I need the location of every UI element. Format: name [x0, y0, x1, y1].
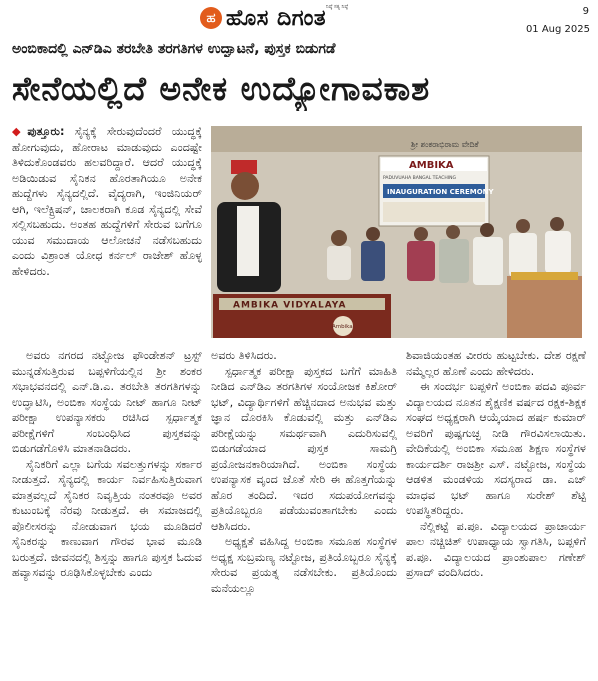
masthead — [0, 0, 598, 38]
article-headline: ಸೇನೆಯಲ್ಲಿದೆ ಅನೇಕ ಉದ್ಯೋಗಾವಕಾಶ — [12, 69, 431, 108]
banner-title: AMBIKA — [409, 160, 454, 171]
article-column-1-lower — [12, 348, 202, 674]
article-paragraph: ಅವರು ತಿಳಿಸಿದರು. — [211, 349, 277, 362]
logo-emblem-icon: ಹ — [200, 7, 222, 29]
newspaper-name: ಹೊಸ ದಿಗಂತ — [226, 5, 327, 31]
banner-subtitle: PADUVUAHA BANGAL TEACHING — [383, 176, 456, 181]
article-paragraph: ಈ ಸಂದರ್ಭ ಬಪ್ಪಳಿಗೆ ಅಂಬಿಕಾ ಪದವಿ ಪೂರ್ವ ವಿದ್ಯಾಲಯದ ನೂತನ ಶೈಕ್ಷಣಿಕ ವರ್ಷದ ರಕ್ಷಕ-ಶಿಕ್ಷಕ ಸಂಘದ ಅಧ್ಯಕ್ಷರಾಗಿ ಆಯ್ಕೆಯಾದ ಹರ್ಷ ಕುಮಾರ್ ಅವರಿಗೆ ಪುಷ್ಪಗುಚ್ಛ ನೀಡಿ ಗೌರವಿಸಲಾಯಿತು. ವೇದಿಕೆಯಲ್ಲಿ ಅಂಬಿಕಾ ಸಮೂಹ ಶಿಕ್ಷಣ ಸಂಸ್ಥೆಗಳ ಕಾರ್ಯದರ್ಶಿ ರಾಜಶ್ರೀ ಎಸ್. ನಟ್ಟೋಜ, ಸಂಸ್ಥೆಯ ಆಡಳಿತ ಮಂಡಳಿಯ ಸದಸ್ಯರಾದ ಡಾ. ಎಚ್ ಮಾಧವ ಭಟ್ ಹಾಗೂ ಸುರೇಶ್ ಶೆಟ್ಟಿ ಉಪಸ್ಥಿತರಿದ್ದರು. — [406, 380, 586, 517]
article-paragraph: ಸ್ಪರ್ಧಾತ್ಮಕ ಪರೀಕ್ಷಾ ಪುಸ್ತಕದ ಬಗೆಗೆ ಮಾಹಿತಿ ನೀಡಿದ ಎನ್‌ಡಿಎ ತರಗತಿಗಳ ಸಂಯೋಜಕ ಕಿಶೋರ್ ಭಟ್, ವಿದ್ಯಾರ್ಥಿಗಳಿಗೆ ಹೆಚ್ಚಿನದಾದ ಅನುಭವ ಮತ್ತು ಜ್ಞಾನ ದೊರಕಿಸಿ ಕೊಡುವಲ್ಲಿ ಮತ್ತು ಎನ್‌ಡಿಎ ಪರೀಕ್ಷೆಯನ್ನು ಸಮರ್ಥವಾಗಿ ಎದುರಿಸುವಲ್ಲಿ ಬಿಡುಗಡೆಯಾದ ಪುಸ್ತಕ ಸಾಮಗ್ರಿ ಪ್ರಯೋಜನಕಾರಿಯಾಗಿದೆ. ಅಂಬಿಕಾ ಸಂಸ್ಥೆಯ ಉಪನ್ಯಾಸಕ ವೃಂದ ಜೊತೆ ಸೇರಿ ಈ ಹೊತ್ತಗೆಯನ್ನು ಹೊರ ತಂದಿದೆ. ಇದರ ಸದುಪಯೋಗವನ್ನು ಪ್ರತಿಯೊಬ್ಬರೂ ಪಡೆಯುವಂತಾಗಬೇಕು ಎಂದು ಆಶಿಸಿದರು. — [211, 364, 397, 533]
edition-date: 01 Aug 2025 — [525, 24, 590, 35]
article-column-3 — [406, 348, 586, 674]
article-column-1 — [12, 124, 202, 346]
article-column-2 — [211, 348, 397, 674]
article-paragraph: ಶಿವಾಜಿಯಂತಹ ವೀರರು ಹುಟ್ಟಬೇಕು. ದೇಶ ರಕ್ಷಣೆ ನಮ್ಮೆಲ್ಲರ ಹೊಣೆ ಎಂದು ಹೇಳಿದರು. — [406, 349, 586, 378]
dateline: ಪುತ್ತೂರು: — [27, 125, 65, 138]
article-subheading: ಅಂಬಿಕಾದಲ್ಲಿ ಎನ್‌ಡಿಎ ತರಬೇತಿ ತರಗತಿಗಳ ಉದ್ಘಾಟನೆ, ಪುಸ್ತಕ ಬಿಡುಗಡೆ — [12, 41, 336, 57]
newspaper-logo — [200, 3, 326, 33]
bullet-icon: ◆ — [12, 125, 28, 138]
podium-text: AMBIKA VIDYALAYA — [233, 300, 347, 311]
article-paragraph — [12, 124, 202, 279]
stage-banner-text: ಶ್ರೀ ಶಂಕರಾಭಿರಾಮ ವೇದಿಕೆ — [411, 140, 479, 149]
banner-event: INAUGURATION CEREMONY — [387, 188, 494, 196]
article-paragraph: ಅವರು ನಗರದ ನಟ್ಟೋಜ ಫೌಂಡೇಶನ್ ಟ್ರಸ್ಟ್ ಮುನ್ನಡೆಸುತ್ತಿರುವ ಬಪ್ಪಳಿಗೆಯಲ್ಲಿನ ಶ್ರೀ ಶಂಕರ ಸಭಾಭವನದಲ್ಲಿ ಎನ್.ಡಿ.ಎ. ತರಬೇತಿ ತರಗತಿಗಳನ್ನು ಉದ್ಘಾಟಿಸಿ, ಅಂಬಿಕಾ ಸಂಸ್ಥೆಯ ನೀಟ್ ಹಾಗೂ ನೀಟ್ ಪರೀಕ್ಷಾ ಉಪನ್ಯಾಸಕರು ರಚಿಸಿದ ಸ್ಪರ್ಧಾತ್ಮಕ ಪರೀಕ್ಷೆಗಳಿಗೆ ಸಂಬಂಧಿಸಿದ ಪುಸ್ತಕವನ್ನು ಬಿಡುಗಡೆಗೊಳಿಸಿ ಮಾತನಾಡಿದರು. — [12, 349, 202, 455]
page-number: 9 — [582, 6, 589, 17]
article-paragraph: ಅಧ್ಯಕ್ಷತೆ ವಹಿಸಿದ್ದ ಅಂಬಿಕಾ ಸಮೂಹ ಸಂಸ್ಥೆಗಳ ಅಧ್ಯಕ್ಷ ಸುಬ್ರಮಣ್ಯ ನಟ್ಟೋಜ, ಪ್ರತಿಯೊಬ್ಬರೂ ಸೈನ್ಯಕ್ಕೆ ಸೇರುವ ಪ್ರಯತ್ನ ನಡೆಸಬೇಕು. ಪ್ರತಿಯೊಂದು ಮನೆಯಲ್ಲೂ — [211, 535, 397, 595]
newspaper-tagline: ನಿಷ್ಠೆ ಸತ್ಯ ನಿಷ್ಠೆ — [326, 4, 348, 10]
article-paragraph: ನೆಲ್ಲಿಕಟ್ಟೆ ಪ.ಪೂ. ವಿದ್ಯಾಲಯದ ಪ್ರಾಚಾರ್ಯ ಪಾಲ ನಚ್ಚಿಚಿತ್ ಉಪಾಧ್ಯಾಯ ಸ್ವಾಗತಿಸಿ, ಬಪ್ಪಳಿಗೆ ಪ.ಪೂ. ವಿದ್ಯಾಲಯದ ಪ್ರಾಂಶುಪಾಲ ಗಣೇಶ್ ಪ್ರಸಾದ್ ವಂದಿಸಿದರು. — [406, 519, 586, 579]
article-paragraph: ಸೈನಿಕರಿಗೆ ಎಲ್ಲಾ ಬಗೆಯ ಸವಲತ್ತುಗಳನ್ನು ಸರ್ಕಾರ ನೀಡುತ್ತದೆ. ಸೈನ್ಯದಲ್ಲಿ ಕಾರ್ಯ ನಿರ್ವಹಿಸುತ್ತಿರುವಾಗ ಮಾತ್ರವಲ್ಲದೆ ಸೈನಿಕರ ನಿವೃತ್ತಿಯ ನಂತರವೂ ಅವರ ಕುಟುಂಬಕ್ಕೆ ನೆರವು ನೀಡುತ್ತದೆ. ಈ ಸಮಾಜದಲ್ಲಿ ಪೊಲೀಸರನ್ನು ನೋಡುವಾಗ ಭಯ ಮೂಡಿದರೆ ಸೈನಿಕರನ್ನು ಕಾಣುವಾಗ ಗೌರವ ಭಾವ ಮೂಡಿ ಬರುತ್ತದೆ. ಜೀವನದಲ್ಲಿ ಶಿಸ್ತನ್ನು ಹಾಗೂ ಪುಸ್ತಕ ಓದುವ ಹವ್ಯಾಸವನ್ನು ರೂಢಿಸಿಕೊಳ್ಳಬೇಕು ಎಂದು — [12, 457, 202, 579]
paragraph-text: ಸೈನ್ಯಕ್ಕೆ ಸೇರುವುದೆಂದರೆ ಯುದ್ಧಕ್ಕೆ ಹೋಗುವುದು, ಹೋರಾಟ ಮಾಡುವುದು ಎಂದಷ್ಟೇ ತಿಳಿದುಕೊಂಡವರು ಹಲವರಿದ್ದಾರೆ. ಆದರೆ ಯುದ್ಧಕ್ಕೆ ಅಡಿಯಿಡುವ ಸೈನಿಕನ ಹೊರತಾಗಿಯೂ ಅನೇಕ ಹುದ್ದೆಗಳು ಸೈನ್ಯದಲ್ಲಿದೆ. ವೈದ್ಯರಾಗಿ, ಇಂಜಿನಿಯರ್ ಆಗಿ, ಇಲೆಕ್ಟ್ರಿಷನ್, ಚಾಲಕರಾಗಿ ಕೂಡ ಸೈನ್ಯದಲ್ಲಿ ಸೇವೆ ಸಲ್ಲಿಸಬಹುದು. ಅಂತಹ ಹುದ್ದೆಗಳಿಗೆ ಸೇರುವ ಬಗೆಗೂ ಯುವ ಸಮುದಾಯ ಆಲೋಚನೆ ನಡೆಸಬಹುದು ಎಂದು ವಿಶ್ರಾಂತ ಯೋಧ ಕರ್ನಲ್ ರಾಜೇಶ್ ಹೊಳ್ಳ ಹೇಳಿದರು. — [12, 125, 202, 278]
event-photo — [211, 126, 582, 338]
podium-logo: Ambika — [332, 324, 353, 330]
